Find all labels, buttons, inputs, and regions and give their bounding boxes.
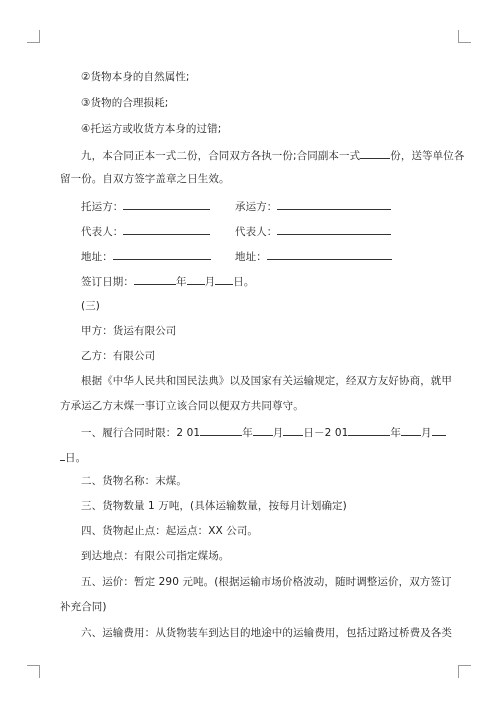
term-line (81, 425, 446, 440)
rep1-line (81, 224, 210, 239)
rep2-label: 代表人： (235, 226, 278, 238)
sign-date-line (81, 274, 254, 289)
sign-month-blank (187, 274, 205, 285)
term-line-cont (60, 450, 86, 465)
section-heading: (三) (81, 300, 100, 312)
copies-blank (360, 148, 390, 159)
term-text-a: 一、履行合同时限：2 01 (81, 427, 201, 439)
clause-item-3: ③货物的合理损耗; (81, 97, 169, 109)
clause-nine (81, 148, 464, 163)
carrier-label: 承运方： (235, 201, 278, 213)
shipper-label: 托运方： (81, 201, 124, 213)
party-b: 乙方：有限公司 (81, 350, 156, 362)
crop-mark-top-right (458, 30, 471, 43)
rep1-blank (123, 224, 210, 235)
crop-mark-top-left (27, 30, 40, 43)
sign-date-label: 签订日期： (81, 276, 134, 288)
addr2-blank (267, 249, 392, 260)
term-month2-label: 月 (421, 427, 432, 439)
clause-item-2: ②货物本身的自然属性; (81, 71, 190, 83)
clause-five-cont: 补充合同) (60, 601, 107, 613)
term-day2-blank (432, 425, 446, 436)
sign-year-blank (134, 274, 176, 285)
crop-mark-bottom-left (27, 665, 40, 678)
term-month1-label: 月 (272, 427, 284, 439)
clause-nine-cont: 留一份。自双方签字盖章之日生效。 (60, 173, 230, 185)
term-year1-label: 年 (242, 427, 253, 439)
rep1-label: 代表人： (81, 226, 124, 238)
sign-year-label: 年 (176, 276, 187, 288)
term-year1-blank (200, 425, 242, 436)
addr1-line (81, 249, 211, 264)
crop-mark-bottom-right (458, 665, 471, 678)
carrier-line (235, 199, 391, 214)
term-day1-blank (283, 425, 303, 436)
clause-five: 五、运价：暂定 290 元吨。(根据运输市场价格波动，随时调整运价，双方签订 (81, 576, 452, 588)
shipper-blank (123, 199, 210, 210)
clause-three: 三、货物数量 1 万吨，(具体运输数量，按每月计划确定) (81, 500, 347, 512)
clause-two: 二、货物名称：末煤。 (81, 475, 187, 487)
clause-item-4: ④托运方或收货方本身的过错; (81, 123, 222, 135)
preamble-line-1: 根据《中华人民共和国民法典》以及国家有关运输规定，经双方友好协商，就甲 (81, 375, 452, 387)
clause-nine-text-b: 份，送等单位各 (390, 150, 465, 162)
party-a: 甲方：货运有限公司 (81, 325, 177, 337)
sign-day-blank (215, 274, 233, 285)
clause-six: 六、运输费用：从货物装车到达目的地途中的运输费用，包括过路过桥费及各类 (81, 627, 452, 639)
term-year2-blank (348, 425, 390, 436)
preamble-line-2: 方承运乙方末煤一事订立该合同以便双方共同尊守。 (60, 400, 304, 412)
term-month1-blank (253, 425, 273, 436)
sign-month-label: 月 (204, 276, 216, 288)
addr1-blank (113, 249, 211, 260)
addr1-label: 地址： (81, 251, 113, 263)
arrival-point: 到达地点：有限公司指定煤场。 (81, 550, 230, 562)
rep2-blank (277, 224, 391, 235)
addr2-line (235, 249, 392, 264)
term-text-g: 日。 (65, 452, 87, 464)
carrier-blank (277, 199, 391, 210)
sign-day-label: 日。 (233, 276, 255, 288)
clause-nine-text-a: 九，本合同正本一式二份，合同双方各执一份;合同副本一式 (81, 150, 361, 162)
addr2-label: 地址： (235, 251, 267, 263)
rep2-line (235, 224, 391, 239)
shipper-line (81, 199, 210, 214)
clause-four: 四、货物起止点：起运点：XX 公司。 (81, 525, 259, 537)
term-month2-blank (401, 425, 421, 436)
term-text-d: 日－2 01 (303, 427, 349, 439)
term-year2-label: 年 (390, 427, 401, 439)
